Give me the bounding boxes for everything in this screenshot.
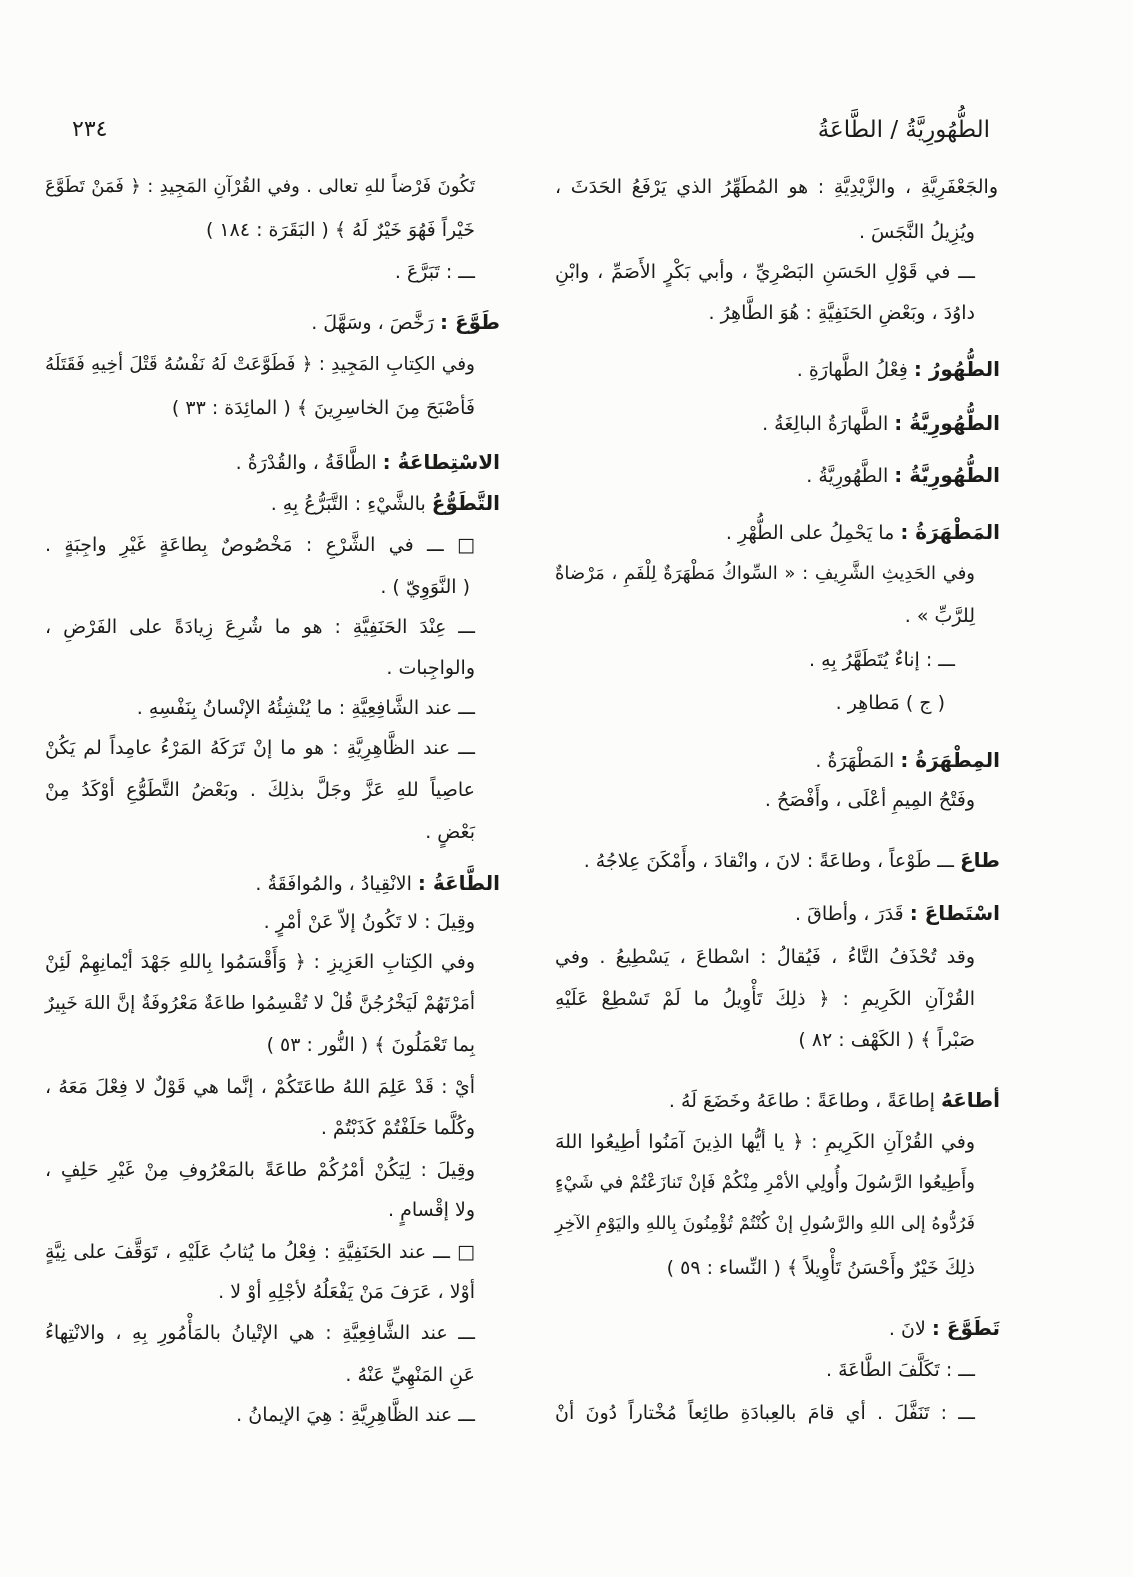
line-text: وأَطِيعُوا الرَّسُولَ وأُولِي الأمْرِ مِنْكُمْ فَإنْ تَنازَعْتُمْ في شَيْءٍ xyxy=(555,1172,975,1193)
line-text: وفي القُرْآنِ الكَرِيمِ : ﴿ يا أيُّها الذِينَ آمَنُوا أطِيعُوا اللهَ xyxy=(555,1131,975,1153)
line-text: ـــ عند الظَّاهِرِيَّةِ : هو ما إنْ تَرَكَهُ المَرْءُ عامِداً لم يَكُنْ xyxy=(45,737,475,759)
line-text: الطَّاقَةُ ، والقُدْرَةُ . xyxy=(235,452,383,474)
line-text: ( النَّوَوِيّ ) . xyxy=(380,576,470,598)
line-text: ويُزِيلُ النَّجَسَ . xyxy=(858,221,975,243)
text-line xyxy=(45,1113,475,1143)
line-text: وكُلَّما حَلَفْتُمْ كَذَبْتُمْ . xyxy=(320,1117,475,1139)
running-header-title: الطُّهُورِيَّةُ / الطَّاعَةُ xyxy=(817,117,990,143)
text-line xyxy=(555,1355,975,1385)
line-text: ذلِكَ خَيْرٌ وأَحْسَنُ تَأْوِيلاً ﴾ ( النِّساء : ٥٩ ) xyxy=(666,1257,975,1279)
entry-line xyxy=(555,354,1000,384)
entry-line xyxy=(555,408,1000,438)
text-line xyxy=(45,215,475,245)
headword: المَطْهَرَةُ : xyxy=(900,520,1000,544)
text-line xyxy=(45,572,470,602)
text-line xyxy=(45,612,475,642)
entry-line xyxy=(555,460,1000,490)
text-line xyxy=(45,817,475,847)
text-line xyxy=(45,350,475,380)
line-text: القُرْآنِ الكَرِيمِ : ﴿ ذلِكَ تَأْوِيلُ ما لَمْ تَسْطِعْ عَلَيْهِ xyxy=(555,988,975,1010)
headword: طاعَ xyxy=(959,848,1000,872)
entry-line xyxy=(555,1313,1000,1343)
text-line xyxy=(555,688,945,718)
text-line xyxy=(45,172,475,202)
line-text: ـــ : تَنَفَّلَ . أي قامَ بالعِبادَةِ طائِعاً مُخْتاراً دُونَ أنْ xyxy=(555,1402,975,1424)
line-text: فَرُدُّوهُ إلى اللهِ والرَّسُولِ إنْ كُنْتُمْ تُؤْمِنُونَ بِاللهِ واليَوْمِ الآخِرِ xyxy=(555,1214,975,1234)
text-line xyxy=(555,785,975,815)
text-line xyxy=(555,1025,975,1055)
text-line xyxy=(45,947,475,977)
text-line xyxy=(555,645,955,675)
line-text: أيْ : قَدْ عَلِمَ اللهُ طاعَتَكُمْ ، إنَّما هي قَوْلٌ لا فِعْلَ مَعَهُ ، xyxy=(45,1076,475,1098)
text-line xyxy=(555,298,975,328)
line-text: ـــ طَوْعاً ، وطاعَةً : لانَ ، وانْقادَ ، وأَمْكَنَ عِلاجُهُ . xyxy=(583,850,960,872)
line-text: لِلرَّبِّ » . xyxy=(904,605,975,627)
line-text: وقِيلَ : لا تَكُونُ إلاّ عَنْ أمْرٍ . xyxy=(263,911,475,933)
line-text: صَبْراً ﴾ ( الكَهْف : ٨٢ ) xyxy=(798,1029,975,1051)
line-text: عاصِياً للهِ عَزَّ وجَلَّ بذلِكَ . وبَعْضُ التَّطَوُّعِ أوْكَدُ مِنْ xyxy=(45,779,475,801)
line-text: ـــ : إناءٌ يُتَطَهَّرُ بِهِ . xyxy=(809,649,955,671)
entry-line xyxy=(45,868,500,898)
text-line xyxy=(45,257,475,287)
text-line xyxy=(45,1277,475,1307)
line-text: بالشَّيْءِ : التَّبَرُّعُ بِهِ . xyxy=(270,493,432,515)
line-text: ـــ عند الشَّافِعِيَّةِ : هي الإتْيانُ بالمَأْمُورِ بِهِ ، والانْتِهاءُ xyxy=(45,1322,475,1344)
text-line xyxy=(555,1253,975,1283)
text-line xyxy=(45,530,475,560)
line-text: ( ج ) مَطاهِر . xyxy=(835,692,945,714)
line-text: بَعْضٍ . xyxy=(425,821,475,843)
text-line xyxy=(45,1072,475,1102)
text-line xyxy=(45,653,475,683)
text-line xyxy=(45,907,475,937)
line-text: ولا إقْسامٍ . xyxy=(388,1199,475,1221)
line-text: قَدَرَ ، وأطاقَ . xyxy=(795,903,910,925)
line-text: خَيْراً فَهُوَ خَيْرٌ لَهُ ﴾ ( البَقَرَة : ١٨٤ ) xyxy=(205,219,475,241)
line-text: وفي الكِتابِ العَزِيزِ : ﴿ وَأَقْسَمُوا بِاللهِ جَهْدَ أيْمانِهِمْ لَئِنْ xyxy=(45,951,475,973)
entry-line xyxy=(45,488,500,518)
line-text: فِعْلُ الطَّهارَةِ . xyxy=(796,359,914,381)
headword: الطُّهُورُ : xyxy=(913,357,1000,381)
line-text: وفَتْحُ المِيمِ أعْلَى ، وأَفْصَحُ . xyxy=(764,789,975,811)
line-text: بِما تَعْمَلُونَ ﴾ ( النُّور : ٥٣ ) xyxy=(266,1034,475,1056)
text-line xyxy=(555,1398,975,1428)
text-line xyxy=(555,1168,975,1198)
line-text: فَأصْبَحَ مِنَ الخاسِرِينَ ﴾ ( المائِدَة : ٣٣ ) xyxy=(171,397,475,419)
text-line xyxy=(45,393,475,423)
line-text: المَطْهَرَةُ . xyxy=(815,750,901,772)
line-text: وقد تُحْذَفُ التَّاءُ ، فَيُقالُ : اسْطاعَ ، يَسْطِيعُ . وفي xyxy=(555,946,975,968)
line-text: والواجِبات . xyxy=(386,657,475,679)
line-text: ـــ عِنْدَ الحَنَفِيَّةِ : هو ما شُرِعَ زِيادَةً على الفَرْضِ ، xyxy=(45,616,475,638)
text-line xyxy=(555,217,975,247)
text-line xyxy=(555,257,975,287)
entry-line xyxy=(555,898,1000,928)
line-text: وقِيلَ : لِيَكُنْ أمْرُكُمْ طاعَةً بالمَعْرُوفِ مِنْ غَيْرِ حَلِفٍ ، xyxy=(45,1159,475,1181)
text-line xyxy=(45,1360,475,1390)
line-text: ـــ عند الظَّاهِرِيَّةِ : هِيَ الإيمانُ . xyxy=(236,1404,475,1426)
text-line xyxy=(45,1155,475,1185)
line-text: والجَعْفَرِيَّةِ ، والزَّيْدِيَّةِ : هو المُطَهِّرُ الذي يَرْفَعُ الحَدَثَ ، xyxy=(555,176,998,198)
headword: تَطَوَّعَ : xyxy=(931,1316,1000,1340)
text-line xyxy=(555,172,998,202)
line-text: وفي الحَدِيثِ الشَّرِيفِ : « السِّواكُ مَطْهَرَةٌ لِلْفَمِ ، مَرْضاةٌ xyxy=(555,563,975,584)
line-text: الطَّهُورِيَّةُ . xyxy=(806,465,895,487)
line-text: الانْقِيادُ ، والمُوافَقَةُ . xyxy=(255,873,418,895)
headword: الاسْتِطاعَةُ : xyxy=(382,450,500,474)
text-line xyxy=(555,601,975,631)
line-text: إطاعَةً ، وطاعَةً : طاعَهُ وخَضَعَ لَهُ . xyxy=(668,1090,941,1112)
text-line xyxy=(45,775,475,805)
entry-line xyxy=(555,517,1000,547)
text-line xyxy=(45,989,475,1019)
line-text: ـــ عند الشَّافِعِيَّةِ : ما يُنْشِئُهُ الإنْسانُ بِنَفْسِهِ . xyxy=(136,697,475,719)
line-text: أمَرْتَهُمْ لَيَخْرُجُنَّ قُلْ لا تُقْسِمُوا طاعَةٌ مَعْرُوفَةٌ إنَّ اللهَ خَبِيرٌ xyxy=(45,993,475,1014)
headword: الطُّهُورِيَّةُ : xyxy=(894,463,1000,487)
line-text: □ ـــ عند الحَنَفِيَّةِ : فِعْلُ ما يُثابُ عَلَيْهِ ، تَوَقَّفَ على نِيَّةٍ xyxy=(45,1241,475,1263)
headword: التَّطَوُّعُ xyxy=(431,491,500,515)
entry-line xyxy=(555,1085,1000,1115)
headword: المِطْهَرَةُ : xyxy=(900,748,1000,772)
entry-line xyxy=(45,307,500,337)
line-text: لانَ . xyxy=(888,1318,932,1340)
line-text: تَكُونَ فَرْضاً للهِ تعالى . وفي القُرْآنِ المَجِيدِ : ﴿ فَمَنْ تَطَوَّعَ xyxy=(45,176,475,197)
headword: أطاعَهُ xyxy=(941,1088,1000,1112)
line-text: ـــ في قَوْلِ الحَسَنِ البَصْرِيِّ ، وأبي بَكْرٍ الأَصَمِّ ، وابْنِ xyxy=(555,261,975,283)
entry-line xyxy=(45,447,500,477)
text-line xyxy=(45,1030,475,1060)
line-text: رَخَّصَ ، وسَهَّلَ . xyxy=(311,312,440,334)
text-line xyxy=(555,984,975,1014)
page-number: ٢٣٤ xyxy=(72,117,108,142)
line-text: الطَّهارَةُ البالِغَةُ . xyxy=(762,413,895,435)
headword: الطَّاعَةُ : xyxy=(417,871,500,895)
text-line xyxy=(555,1209,975,1239)
line-text: عَنِ المَنْهِيِّ عَنْهُ . xyxy=(345,1364,475,1386)
line-text: أوْلا ، عَرَفَ مَنْ يَفْعَلُهُ لأجْلِهِ أوْ لا . xyxy=(218,1281,475,1303)
headword: اسْتَطاعَ : xyxy=(909,901,1000,925)
text-line xyxy=(45,733,475,763)
line-text: وفي الكِتابِ المَجِيدِ : ﴿ فَطَوَّعَتْ لَهُ نَفْسُهُ قَتْلَ أخِيهِ فَقَتَلَهُ xyxy=(45,354,475,375)
line-text: داوُدَ ، وبَعْضِ الحَنَفِيَّةِ : هُوَ الطَّاهِرُ . xyxy=(708,302,975,324)
text-line xyxy=(45,693,475,723)
text-line xyxy=(555,559,975,589)
text-line xyxy=(555,942,975,972)
line-text: ـــ : تَبَرَّعَ . xyxy=(394,261,475,283)
text-line xyxy=(45,1237,475,1267)
entry-line xyxy=(555,745,1000,775)
text-line xyxy=(45,1318,475,1348)
entry-line xyxy=(555,845,1000,875)
line-text: ما يَحْمِلُ على الطُّهْرِ . xyxy=(725,522,901,544)
headword: الطُّهُورِيَّةُ : xyxy=(894,411,1000,435)
headword: طَوَّعَ : xyxy=(440,310,500,334)
text-line xyxy=(45,1400,475,1430)
line-text: ـــ : تَكَلَّفَ الطَّاعَةَ . xyxy=(825,1359,975,1381)
text-line xyxy=(555,1127,975,1157)
line-text: □ ـــ في الشَّرْعِ : مَخْصُوصٌ بِطاعَةٍ غَيْرِ واجِبَةٍ . xyxy=(45,534,475,556)
text-line xyxy=(45,1195,475,1225)
